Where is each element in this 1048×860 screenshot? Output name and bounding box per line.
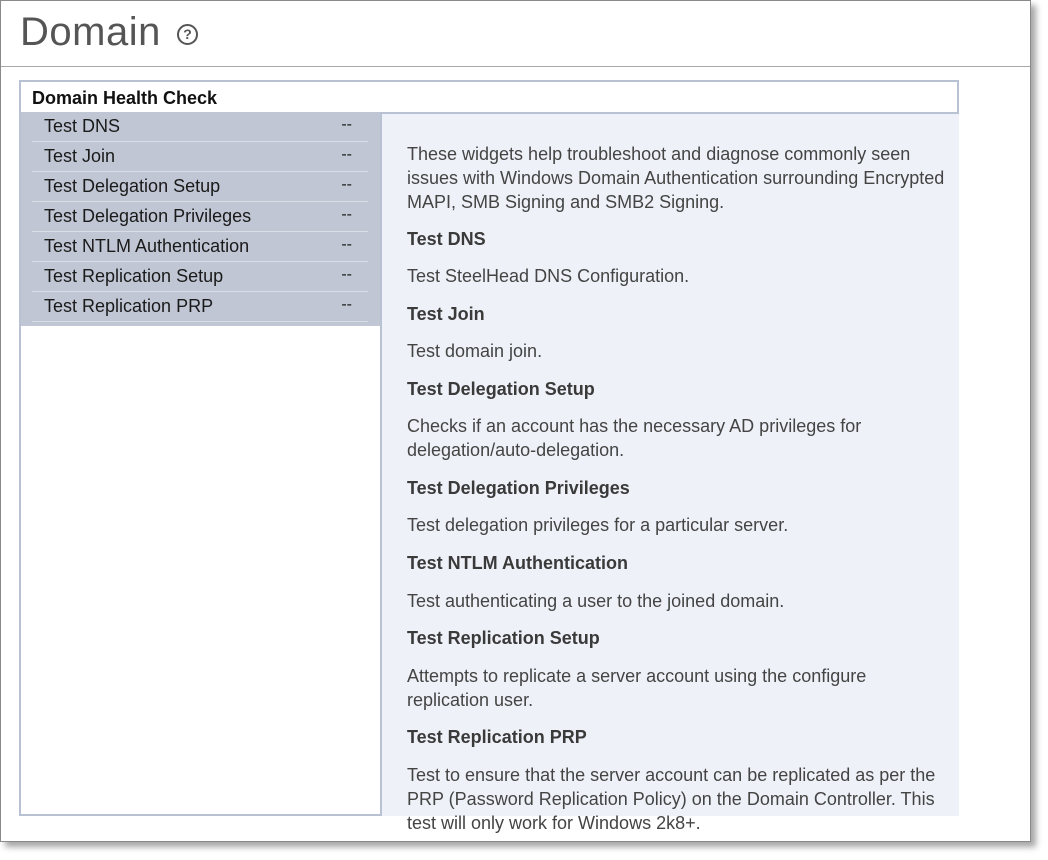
test-label: Test NTLM Authentication <box>44 236 250 256</box>
description-text: Test SteelHead DNS Configuration. <box>407 266 690 286</box>
description-text: Attempts to replicate a server account using the configure replication user. <box>407 666 867 710</box>
description-heading: Test Replication PRP <box>407 727 587 747</box>
domain-health-check-panel <box>19 80 959 833</box>
test-status: -- <box>341 266 352 283</box>
description-heading: Test DNS <box>407 229 486 249</box>
description-intro: These widgets help troubleshoot and diagnose commonly seen issues with Windows Domain Authentication surrounding Encrypted MAPI, SMB Signing and SMB2 Signing. <box>407 144 945 212</box>
page-title: Domain <box>20 10 161 54</box>
description-text: Test to ensure that the server account can be replicated as per the PRP (Password Replication Policy) on the Domain Controller. This test will only work for Windows 2k8+. <box>407 765 936 833</box>
test-row-dns[interactable] <box>32 112 368 142</box>
description-heading: Test NTLM Authentication <box>407 553 628 573</box>
description-heading: Test Replication Setup <box>407 628 600 648</box>
test-row-delegation-setup[interactable] <box>32 172 368 202</box>
description-text: Checks if an account has the necessary AD privileges for delegation/auto-delegation. <box>407 416 862 460</box>
description-heading: Test Join <box>407 304 485 324</box>
test-status: -- <box>341 206 352 223</box>
test-label: Test Replication PRP <box>44 296 214 316</box>
test-status: -- <box>341 116 352 133</box>
test-row-delegation-privileges[interactable] <box>32 202 368 232</box>
panel-title: Domain Health Check <box>32 88 218 108</box>
description-text: Test domain join. <box>407 341 543 361</box>
test-label: Test Delegation Privileges <box>44 206 252 226</box>
description-text: Test delegation privileges for a particular server. <box>407 515 789 535</box>
test-row-replication-prp[interactable] <box>32 292 368 322</box>
test-status: -- <box>341 296 352 313</box>
test-row-ntlm-authentication[interactable] <box>32 232 368 262</box>
test-label: Test Delegation Setup <box>44 176 221 196</box>
test-row-replication-setup[interactable] <box>32 262 368 292</box>
test-label: Test Join <box>44 146 116 166</box>
description-pane <box>380 112 959 833</box>
test-status: -- <box>341 176 352 193</box>
test-row-join[interactable] <box>32 142 368 172</box>
test-list <box>21 112 381 326</box>
test-label: Test DNS <box>44 116 121 136</box>
test-status: -- <box>341 236 352 253</box>
page-header <box>1 1 1030 67</box>
test-status: -- <box>341 146 352 163</box>
description-heading: Test Delegation Setup <box>407 379 595 399</box>
help-icon[interactable]: ? <box>177 24 198 45</box>
test-label: Test Replication Setup <box>44 266 224 286</box>
description-text: Test authenticating a user to the joined domain. <box>407 591 785 611</box>
description-heading: Test Delegation Privileges <box>407 478 630 498</box>
